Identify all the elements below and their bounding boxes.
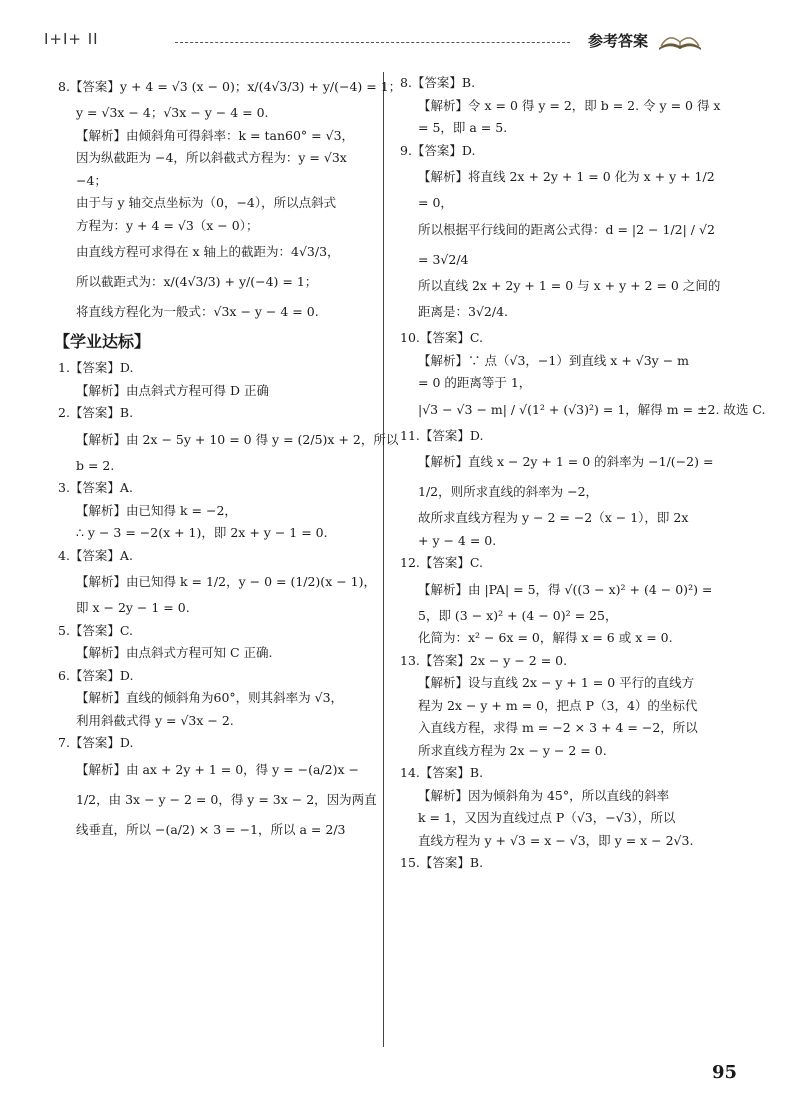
answer-line: 直线方程为 y + √3 = x − √3，即 y = x − 2√3.: [418, 832, 694, 848]
answer-line: = 5，即 a = 5.: [418, 120, 508, 135]
answer-line: ∴ y − 3 = −2(x + 1)，即 2x + y − 1 = 0.: [76, 525, 328, 540]
answer-line: 14.【答案】B.: [400, 765, 484, 780]
answer-line: 7.【答案】D.: [58, 735, 134, 750]
answer-line: 方程为：y + 4 = √3（x − 0）；: [76, 217, 259, 233]
answer-line: 【解析】由点斜式方程可得 D 正确: [76, 382, 269, 398]
answer-line: 3.【答案】A.: [58, 480, 133, 495]
answer-line: 15.【答案】B.: [400, 855, 484, 870]
left-column: [54, 72, 402, 845]
answer-line: 【解析】由点斜式方程可知 C 正确.: [76, 645, 273, 660]
answer-line: 距离是：3√2/4.: [418, 304, 509, 319]
answer-line: 【解析】由已知得 k = −2，: [76, 502, 237, 518]
answer-line: 5.【答案】C.: [58, 622, 134, 638]
answer-line: 1/2，由 3x − y − 2 = 0，得 y = 3x − 2，因为两直: [76, 791, 377, 807]
answer-line: 所以截距式为：x/(4√3/3) + y/(−4) = 1；: [76, 274, 318, 289]
header-mark: Ⅰ+Ⅰ+ ⅠⅠ: [44, 30, 99, 48]
answer-line: 10.【答案】C.: [400, 330, 483, 345]
answer-line: 4.【答案】A.: [58, 547, 133, 563]
answer-line: 所以直线 2x + 2y + 1 = 0 与 x + y + 2 = 0 之间的: [418, 277, 721, 293]
answer-line: 9.【答案】D.: [400, 142, 476, 158]
answer-line: 1.【答案】D.: [58, 360, 134, 375]
answer-line: 【解析】由 ax + 2y + 1 = 0，得 y = −(a/2)x −: [76, 761, 359, 777]
answer-line: 【解析】将直线 2x + 2y + 1 = 0 化为 x + y + 1/2: [418, 169, 715, 184]
answer-line: = 0 的距离等于 1，: [418, 375, 532, 390]
answer-line: 入直线方程，求得 m = −2 × 3 + 4 = −2，所以: [418, 720, 698, 735]
answer-line: 13.【答案】2x − y − 2 = 0.: [400, 652, 568, 668]
answer-line: 【解析】令 x = 0 得 y = 2，即 b = 2. 令 y = 0 得 x: [418, 97, 721, 113]
answer-line: 因为纵截距为 −4，所以斜截式方程为：y = √3x: [76, 150, 347, 165]
header-rule: [175, 42, 570, 43]
right-column: [400, 72, 766, 875]
answer-line: y = √3x − 4；√3x − y − 4 = 0.: [76, 105, 269, 120]
answer-line: 利用斜截式得 y = √3x − 2.: [76, 712, 234, 728]
answer-line: 由直线方程可求得在 x 轴上的截距为：4√3/3，: [76, 244, 340, 259]
answer-line: 线垂直，所以 −(a/2) × 3 = −1，所以 a = 2/3: [76, 821, 346, 837]
answer-line: 【解析】直线的倾斜角为60°，则其斜率为 √3，: [76, 690, 344, 705]
answer-line: 12.【答案】C.: [400, 555, 483, 570]
answer-line: −4；: [76, 172, 107, 188]
column-divider: [383, 72, 384, 1047]
answer-line: 8.【答案】y + 4 = √3 (x − 0)；x/(4√3/3) + y/(−4) = 1；: [58, 79, 402, 94]
answer-line: 由于与 y 轴交点坐标为（0，−4），所以点斜式: [76, 195, 337, 210]
answer-line: + y − 4 = 0.: [418, 532, 497, 548]
open-book-icon: [657, 26, 703, 52]
answer-line: = 3√2/4: [418, 251, 469, 267]
answer-line: 【解析】因为倾斜角为 45°，所以直线的斜率: [418, 787, 670, 803]
answer-line: 【解析】由倾斜角可得斜率：k = tan60° = √3，: [76, 127, 355, 143]
answer-line: 2.【答案】B.: [58, 405, 134, 420]
page-number: 95: [712, 1062, 738, 1083]
answer-line: 【解析】由已知得 k = 1/2，y − 0 = (1/2)(x − 1)，: [76, 574, 376, 589]
answer-line: b = 2.: [76, 457, 115, 473]
answer-line: 【解析】直线 x − 2y + 1 = 0 的斜率为 −1/(−2) =: [418, 454, 714, 469]
page-header-title: 参考答案: [588, 32, 649, 50]
answer-line: 将直线方程化为一般式：√3x − y − 4 = 0.: [76, 304, 319, 319]
section-title: 【学业达标】: [54, 332, 151, 351]
answer-line: 6.【答案】D.: [58, 667, 134, 683]
answer-line: 程为 2x − y + m = 0，把点 P（3，4）的坐标代: [418, 697, 698, 713]
answer-line: 故所求直线方程为 y − 2 = −2（x − 1），即 2x: [418, 510, 689, 525]
answer-line: 【解析】设与直线 2x − y + 1 = 0 平行的直线方: [418, 675, 695, 690]
answer-line: k = 1，又因为直线过点 P（√3，−√3），所以: [418, 810, 676, 825]
answer-line: 即 x − 2y − 1 = 0.: [76, 600, 190, 615]
answer-line: 【解析】由 |PA| = 5，得 √((3 − x)² + (4 − 0)²) =: [418, 581, 713, 597]
answer-line: 11.【答案】D.: [400, 427, 484, 443]
answer-line: 8.【答案】B.: [400, 75, 476, 90]
answer-line: |√3 − √3 − m| / √(1² + (√3)²) = 1，解得 m = ±2. 故选 C.: [418, 401, 766, 417]
answer-line: 化简为：x² − 6x = 0，解得 x = 6 或 x = 0.: [418, 630, 673, 645]
answer-line: 5，即 (3 − x)² + (4 − 0)² = 25，: [418, 607, 618, 623]
answer-line: 【解析】由 2x − 5y + 10 = 0 得 y = (2/5)x + 2，所以: [76, 431, 399, 447]
answer-line: 1/2，则所求直线的斜率为 −2，: [418, 484, 599, 499]
answer-line: = 0，: [418, 195, 453, 210]
answer-line: 【解析】∵ 点（√3，−1）到直线 x + √3y − m: [418, 352, 690, 368]
answer-line: 所以根据平行线间的距离公式得：d = |2 − 1/2| / √2: [418, 221, 715, 237]
answer-line: 所求直线方程为 2x − y − 2 = 0.: [418, 742, 607, 758]
